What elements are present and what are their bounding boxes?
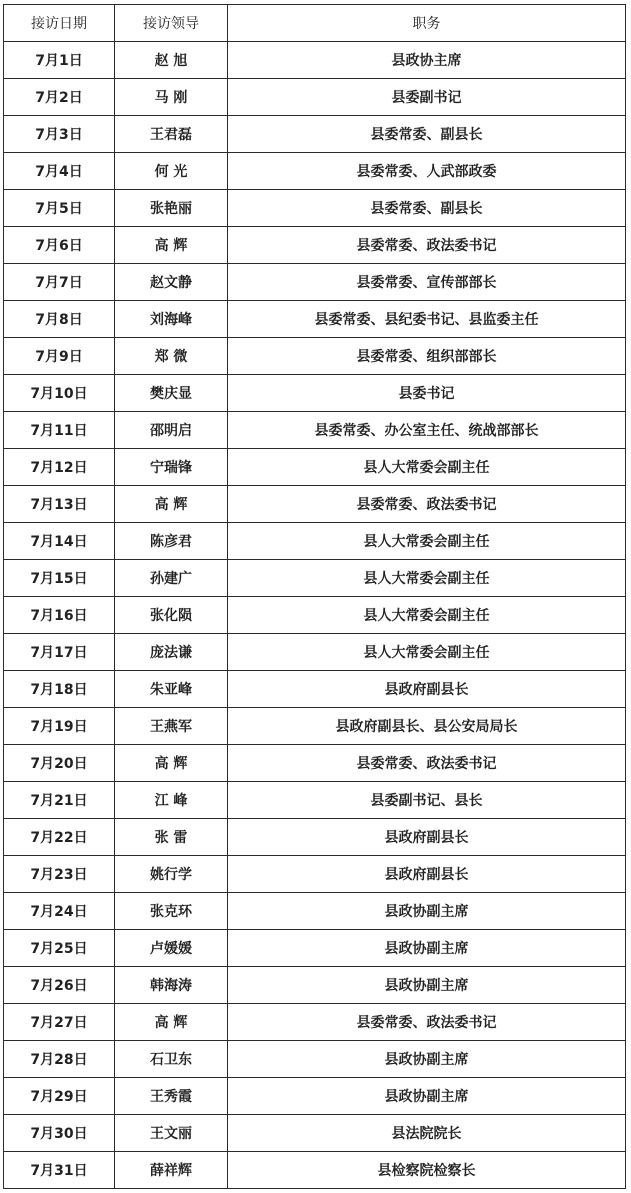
- position-cell: 县政协副主席: [228, 893, 626, 930]
- table-header-row: [4, 5, 626, 42]
- table-row: [4, 893, 626, 930]
- position-cell: 县委书记: [228, 375, 626, 412]
- date-cell: 7月23日: [4, 856, 115, 893]
- leader-cell: 张克环: [115, 893, 228, 930]
- table-row: [4, 782, 626, 819]
- position-cell: 县委常委、政法委书记: [228, 486, 626, 523]
- leader-cell: 郑 微: [115, 338, 228, 375]
- leader-cell: 卢媛媛: [115, 930, 228, 967]
- date-cell: 7月3日: [4, 116, 115, 153]
- position-cell: 县政府副县长: [228, 671, 626, 708]
- date-cell: 7月2日: [4, 79, 115, 116]
- date-cell: 7月15日: [4, 560, 115, 597]
- date-cell: 7月11日: [4, 412, 115, 449]
- date-cell: 7月24日: [4, 893, 115, 930]
- date-cell: 7月25日: [4, 930, 115, 967]
- header-date: 接访日期: [4, 5, 115, 42]
- position-cell: 县检察院检察长: [228, 1152, 626, 1189]
- leader-cell: 王君磊: [115, 116, 228, 153]
- date-cell: 7月13日: [4, 486, 115, 523]
- date-cell: 7月16日: [4, 597, 115, 634]
- table-row: [4, 819, 626, 856]
- leader-cell: 姚行学: [115, 856, 228, 893]
- table-row: [4, 153, 626, 190]
- position-cell: 县政府副县长: [228, 856, 626, 893]
- position-cell: 县政协副主席: [228, 930, 626, 967]
- table-row: [4, 1078, 626, 1115]
- position-cell: 县委常委、人武部政委: [228, 153, 626, 190]
- date-cell: 7月17日: [4, 634, 115, 671]
- position-cell: 县政协副主席: [228, 967, 626, 1004]
- date-cell: 7月22日: [4, 819, 115, 856]
- table-row: [4, 338, 626, 375]
- table-row: [4, 190, 626, 227]
- table-row: [4, 523, 626, 560]
- table-row: [4, 449, 626, 486]
- date-cell: 7月27日: [4, 1004, 115, 1041]
- date-cell: 7月19日: [4, 708, 115, 745]
- leader-cell: 陈彦君: [115, 523, 228, 560]
- leader-cell: 王文丽: [115, 1115, 228, 1152]
- position-cell: 县人大常委会副主任: [228, 597, 626, 634]
- leader-cell: 何 光: [115, 153, 228, 190]
- table-row: [4, 375, 626, 412]
- position-cell: 县委常委、县纪委书记、县监委主任: [228, 301, 626, 338]
- position-cell: 县委常委、副县长: [228, 190, 626, 227]
- position-cell: 县委副书记、县长: [228, 782, 626, 819]
- date-cell: 7月20日: [4, 745, 115, 782]
- leader-cell: 薛祥辉: [115, 1152, 228, 1189]
- date-cell: 7月30日: [4, 1115, 115, 1152]
- table-row: [4, 856, 626, 893]
- position-cell: 县委常委、宣传部部长: [228, 264, 626, 301]
- table-row: [4, 1004, 626, 1041]
- leader-cell: 韩海涛: [115, 967, 228, 1004]
- table-row: [4, 745, 626, 782]
- leader-cell: 马 刚: [115, 79, 228, 116]
- date-cell: 7月6日: [4, 227, 115, 264]
- table-row: [4, 227, 626, 264]
- position-cell: 县委常委、政法委书记: [228, 745, 626, 782]
- table-row: [4, 42, 626, 79]
- leader-cell: 高 辉: [115, 486, 228, 523]
- leader-cell: 邵明启: [115, 412, 228, 449]
- header-position: 职务: [228, 5, 626, 42]
- leader-cell: 王燕军: [115, 708, 228, 745]
- position-cell: 县法院院长: [228, 1115, 626, 1152]
- date-cell: 7月8日: [4, 301, 115, 338]
- leader-cell: 朱亚峰: [115, 671, 228, 708]
- position-cell: 县委常委、办公室主任、统战部部长: [228, 412, 626, 449]
- date-cell: 7月14日: [4, 523, 115, 560]
- date-cell: 7月7日: [4, 264, 115, 301]
- position-cell: 县委常委、政法委书记: [228, 227, 626, 264]
- header-leader: 接访领导: [115, 5, 228, 42]
- table-row: [4, 634, 626, 671]
- date-cell: 7月4日: [4, 153, 115, 190]
- leader-cell: 庞法谦: [115, 634, 228, 671]
- leader-cell: 孙建广: [115, 560, 228, 597]
- table-row: [4, 486, 626, 523]
- reception-schedule-table: [3, 4, 626, 1189]
- position-cell: 县政府副县长、县公安局局长: [228, 708, 626, 745]
- leader-cell: 江 峰: [115, 782, 228, 819]
- position-cell: 县委副书记: [228, 79, 626, 116]
- table-row: [4, 967, 626, 1004]
- table-row: [4, 412, 626, 449]
- date-cell: 7月18日: [4, 671, 115, 708]
- position-cell: 县人大常委会副主任: [228, 560, 626, 597]
- date-cell: 7月10日: [4, 375, 115, 412]
- table-row: [4, 1152, 626, 1189]
- date-cell: 7月5日: [4, 190, 115, 227]
- leader-cell: 赵 旭: [115, 42, 228, 79]
- table-row: [4, 597, 626, 634]
- date-cell: 7月29日: [4, 1078, 115, 1115]
- table-row: [4, 264, 626, 301]
- table-body: [4, 42, 626, 1189]
- leader-cell: 石卫东: [115, 1041, 228, 1078]
- position-cell: 县委常委、组织部部长: [228, 338, 626, 375]
- table-row: [4, 79, 626, 116]
- leader-cell: 高 辉: [115, 1004, 228, 1041]
- leader-cell: 王秀霞: [115, 1078, 228, 1115]
- date-cell: 7月31日: [4, 1152, 115, 1189]
- table-row: [4, 1115, 626, 1152]
- position-cell: 县委常委、政法委书记: [228, 1004, 626, 1041]
- table-row: [4, 1041, 626, 1078]
- position-cell: 县政协主席: [228, 42, 626, 79]
- leader-cell: 高 辉: [115, 745, 228, 782]
- date-cell: 7月9日: [4, 338, 115, 375]
- table-row: [4, 560, 626, 597]
- date-cell: 7月21日: [4, 782, 115, 819]
- position-cell: 县人大常委会副主任: [228, 634, 626, 671]
- date-cell: 7月26日: [4, 967, 115, 1004]
- leader-cell: 张 雷: [115, 819, 228, 856]
- leader-cell: 高 辉: [115, 227, 228, 264]
- position-cell: 县人大常委会副主任: [228, 449, 626, 486]
- table-row: [4, 930, 626, 967]
- position-cell: 县政府副县长: [228, 819, 626, 856]
- table-row: [4, 116, 626, 153]
- position-cell: 县政协副主席: [228, 1041, 626, 1078]
- leader-cell: 张化陨: [115, 597, 228, 634]
- table-row: [4, 671, 626, 708]
- position-cell: 县委常委、副县长: [228, 116, 626, 153]
- leader-cell: 张艳丽: [115, 190, 228, 227]
- table-row: [4, 708, 626, 745]
- leader-cell: 樊庆显: [115, 375, 228, 412]
- leader-cell: 宁瑞锋: [115, 449, 228, 486]
- position-cell: 县政协副主席: [228, 1078, 626, 1115]
- date-cell: 7月12日: [4, 449, 115, 486]
- position-cell: 县人大常委会副主任: [228, 523, 626, 560]
- date-cell: 7月1日: [4, 42, 115, 79]
- date-cell: 7月28日: [4, 1041, 115, 1078]
- leader-cell: 刘海峰: [115, 301, 228, 338]
- leader-cell: 赵文静: [115, 264, 228, 301]
- table-row: [4, 301, 626, 338]
